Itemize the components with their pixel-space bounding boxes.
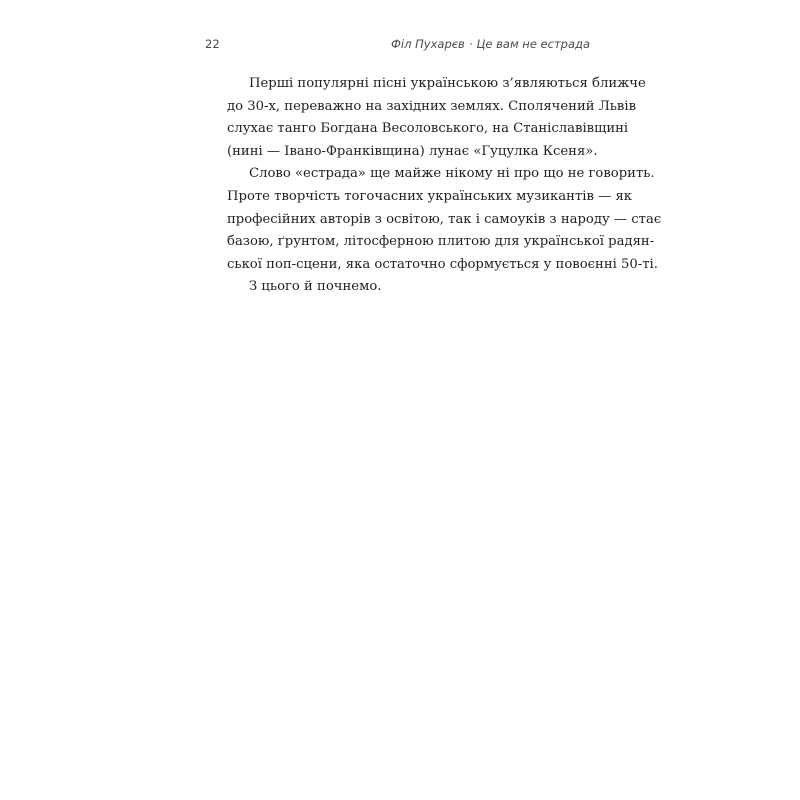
body-text	[205, 73, 662, 299]
text-line: до 30-х, переважно на західних землях. Сполячений Львів	[227, 98, 636, 114]
text-line: ської поп-сцени, яка остаточно сформується у повоєнні 50-ті.	[227, 256, 658, 272]
author-name: Філ Пухарєв	[391, 37, 465, 51]
running-header	[205, 37, 590, 57]
paragraph-2	[205, 163, 662, 276]
page-number: 22	[205, 37, 220, 51]
title-separator: ·	[468, 37, 473, 51]
text-line: базою, ґрунтом, літосферною плитою для української радян-	[227, 234, 655, 250]
text-line: Проте творчість тогочасних українських музикантів — як	[227, 188, 633, 204]
running-title	[391, 37, 590, 51]
text-line: слухає танго Богдана Весоловського, на Станіславівщині	[227, 121, 629, 137]
text-line: З цього й почнемо.	[249, 279, 382, 295]
text-line: Слово «естрада» ще майже нікому ні про що не говорить.	[249, 166, 655, 182]
paragraph-3	[205, 276, 590, 299]
text-line: Перші популярні пісні українською з’являються ближче	[249, 76, 646, 91]
book-title: Це вам не естрада	[476, 37, 590, 51]
text-line: (нині — Івано-Франківщина) лунає «Гуцулка Ксеня».	[227, 143, 598, 159]
paragraph-1	[205, 73, 646, 163]
text-line: професійних авторів з освітою, так і самоуків з народу — стає	[227, 211, 662, 227]
